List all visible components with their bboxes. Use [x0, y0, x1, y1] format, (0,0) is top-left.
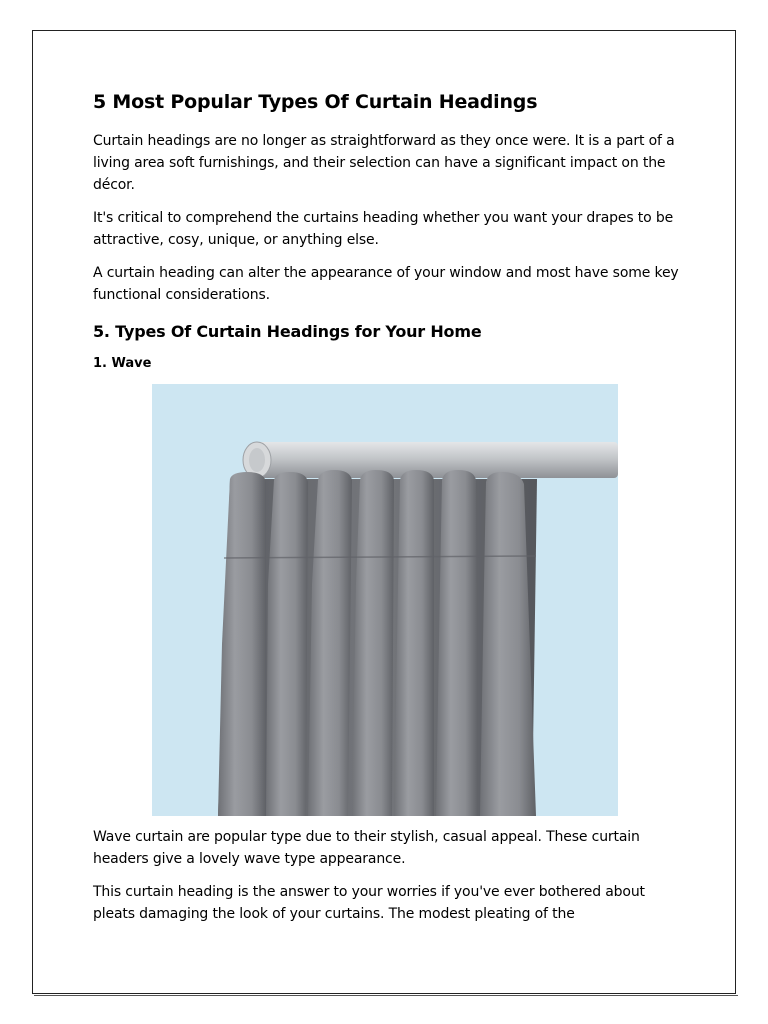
body-paragraph-1: Wave curtain are popular type due to their stylish, casual appeal. These curtain headers give a lovely wave type appearance. — [93, 829, 640, 867]
intro-paragraph-1: Curtain headings are no longer as straightforward as they once were. It is a part of a living area soft furnishings, and their selection can have a significant impact on the décor. — [93, 133, 675, 193]
intro-paragraph-2: It's critical to comprehend the curtains heading whether you want your drapes to be attractive, cosy, unique, or anything else. — [93, 210, 674, 248]
document-content — [93, 88, 683, 936]
subsection-heading-wave: 1. Wave — [93, 356, 152, 371]
curtain-folds — [218, 470, 536, 816]
curtain-rail — [252, 442, 618, 478]
article-title: 5 Most Popular Types Of Curtain Headings — [93, 91, 538, 113]
wave-curtain-illustration — [152, 384, 618, 816]
intro-paragraph-3: A curtain heading can alter the appearance of your window and most have some key functional considerations. — [93, 265, 679, 303]
section-heading: 5. Types Of Curtain Headings for Your Home — [93, 322, 482, 341]
wave-curtain-image — [152, 384, 618, 816]
body-paragraph-2: This curtain heading is the answer to your worries if you've ever bothered about pleats damaging the look of your curtains. The modest pleating of the — [93, 884, 645, 922]
